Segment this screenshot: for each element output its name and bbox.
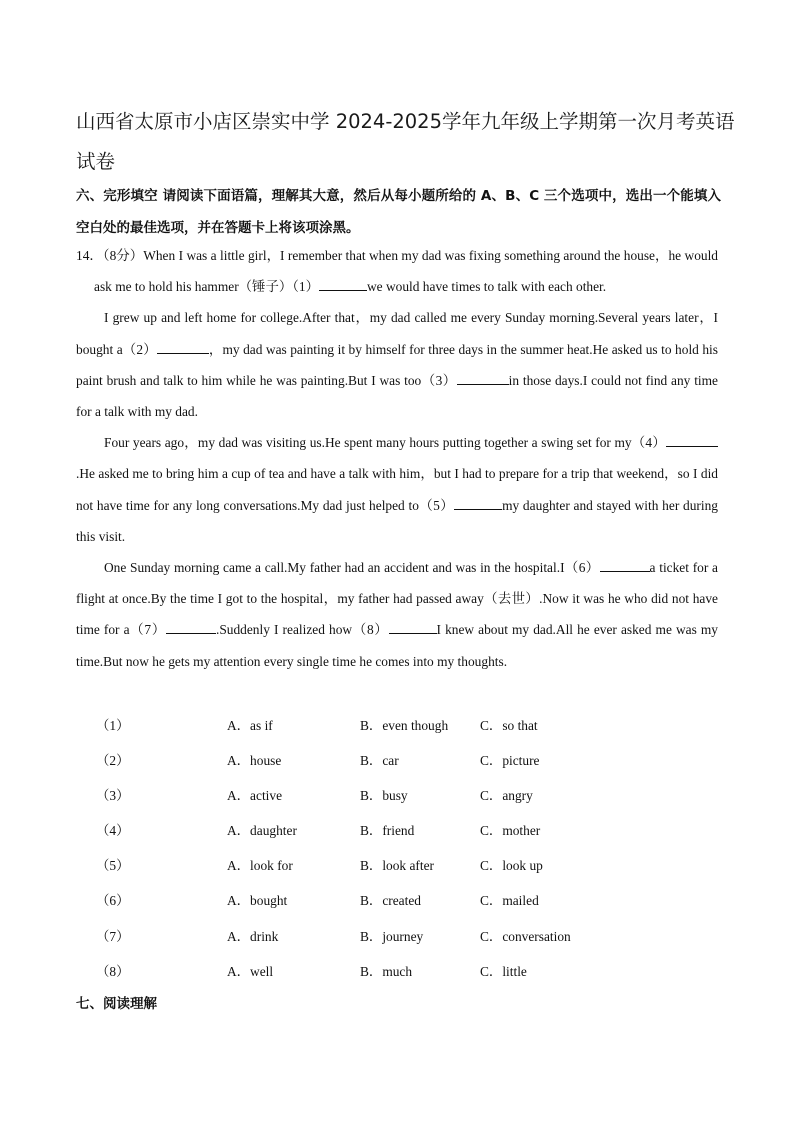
option-row-7 xyxy=(96,921,716,956)
section-6-instruction: 六、完形填空 请阅读下面语篇，理解其大意，然后从每小题所给的 A、B、C 三个选项中，选出一个能填入空白处的最佳选项，并在答题卡上将该项涂黑。 xyxy=(76,188,721,236)
blank-5 xyxy=(454,497,502,510)
blank-3 xyxy=(457,372,509,385)
option-row-1 xyxy=(96,710,716,745)
option-b[interactable]: B．car xyxy=(360,753,399,769)
blank-4 xyxy=(666,434,718,447)
option-a[interactable]: A．as if xyxy=(227,718,273,733)
question-number: （1） xyxy=(96,718,130,733)
passage-paragraph-1: 14．（8分）When I was a little girl，I remember that when my dad was fixing something around the house，he would ask me to hold his hammer（锤子）（1） we would have times to talk with each other. xyxy=(76,248,718,295)
option-c[interactable]: C．little xyxy=(480,963,527,979)
option-b[interactable]: B．journey xyxy=(360,928,424,944)
option-a[interactable]: A．look for xyxy=(227,858,293,874)
option-row-4 xyxy=(96,815,716,850)
question-number: （2） xyxy=(96,753,130,769)
option-a[interactable]: A．house xyxy=(227,753,282,769)
question-number: （3） xyxy=(96,788,130,804)
option-c[interactable]: C．conversation xyxy=(480,928,571,944)
exam-title: 山西省太原市小店区崇实中学 2024-2025学年九年级上学期第一次月考英语试卷 xyxy=(76,110,735,173)
option-a[interactable]: A．drink xyxy=(227,928,279,944)
option-row-3 xyxy=(96,780,716,815)
option-a[interactable]: A．well xyxy=(227,963,274,979)
answer-options xyxy=(96,710,716,991)
passage-paragraph-3: Four years ago，my dad was visiting us.He spent many hours putting together a swing set for my（4）.He asked me to bring him a cup of tea and have a talk with him，but I had to prepare for a trip that weekend，so I did not have time for any long conversations.My dad just helped to（5） my daughter and stayed with her during this visit. xyxy=(76,435,718,544)
option-row-6 xyxy=(96,885,716,920)
option-b[interactable]: B．friend xyxy=(360,823,415,839)
blank-6 xyxy=(600,559,650,572)
cloze-passage xyxy=(76,240,718,677)
question-number: （5） xyxy=(96,858,130,874)
question-number: （7） xyxy=(96,928,130,944)
passage-paragraph-4: One Sunday morning came a call.My father had an accident and was in the hospital.I（6） a ticket for a flight at once.By the time I got to the hospital，my father had passed away（去世）.Now it was he who did not have time for a（7） .Suddenly I realized how（8） I knew about my dad.All he ever asked me was my time.But now he gets my attention every single time he comes into my thoughts. xyxy=(76,560,719,669)
section-7-heading: 七、阅读理解 xyxy=(76,996,157,1012)
option-a[interactable]: A．daughter xyxy=(227,823,297,839)
blank-8 xyxy=(389,621,437,634)
option-b[interactable]: B．much xyxy=(360,963,413,979)
option-c[interactable]: C．picture xyxy=(480,753,540,769)
question-number: （4） xyxy=(96,823,130,839)
option-c[interactable]: C．angry xyxy=(480,788,533,804)
option-a[interactable]: A．bought xyxy=(227,893,288,909)
option-a[interactable]: A．active xyxy=(227,788,283,804)
option-row-2 xyxy=(96,745,716,780)
blank-1 xyxy=(319,278,367,291)
option-c[interactable]: C．mother xyxy=(480,823,541,839)
option-b[interactable]: B．even though xyxy=(360,718,449,733)
option-c[interactable]: C．look up xyxy=(480,858,543,874)
option-row-5 xyxy=(96,850,716,885)
option-c[interactable]: C．so that xyxy=(480,718,538,733)
passage-paragraph-2: I grew up and left home for college.After that，my dad called me every Sunday morning.Several years later，I bought a（2） ，my dad was painting it by himself for three days in the summer heat.He asked us to hold his paint brush and talk to him while he was painting.But I was too（3） in those days.I could not find any time for a talk with my dad. xyxy=(76,310,718,420)
blank-2 xyxy=(157,341,209,354)
option-b[interactable]: B．look after xyxy=(360,858,435,874)
option-b[interactable]: B．created xyxy=(360,893,421,909)
question-number: （6） xyxy=(96,893,130,909)
option-b[interactable]: B．busy xyxy=(360,788,408,804)
option-row-8 xyxy=(96,956,716,991)
blank-7 xyxy=(166,621,216,634)
question-number: （8） xyxy=(96,963,130,979)
option-c[interactable]: C．mailed xyxy=(480,893,539,909)
